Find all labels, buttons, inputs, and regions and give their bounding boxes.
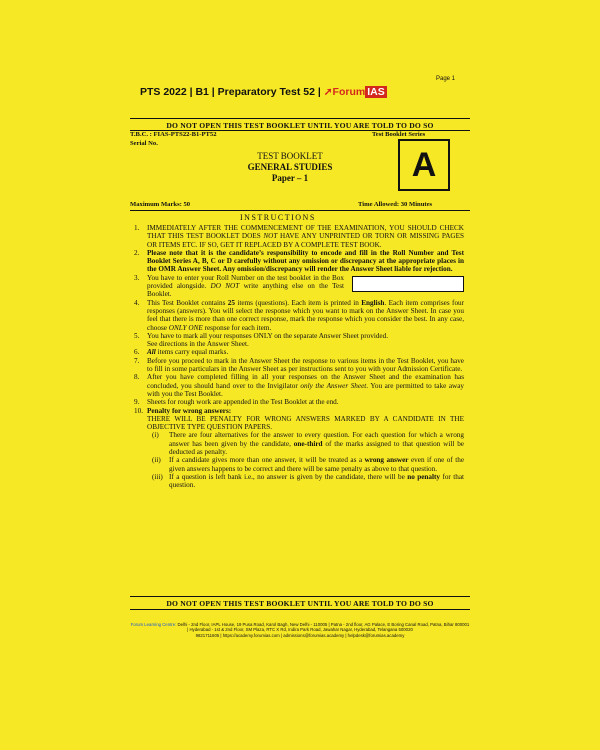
divider (130, 210, 470, 211)
instruction-item: 2. Please note that it is the candidate’s responsibility to encode and fill in the Roll Number and Test Booklet Series A, B, C or D carefully without any omission or discrepancy at the appropriate places in the OMR Answer Sheet. Any omission/discrepancy will render the Answer Sheet liable for rejection. (134, 248, 464, 274)
warning-top: DO NOT OPEN THIS TEST BOOKLET UNTIL YOU ARE TOLD TO DO SO (166, 121, 434, 130)
brand-name: Forum (332, 86, 366, 98)
divider (130, 596, 470, 597)
instruction-item: 5. You have to mark all your responses ONLY on the separate Answer Sheet provided. See directions in the Answer Sheet. (134, 331, 389, 349)
tbc-code: T.B.C. : FIAS-PTS22-B1-PT52 (130, 131, 217, 138)
series-letter-box: A (398, 139, 450, 191)
page-header (140, 86, 387, 98)
instruction-item: 6. All items carry equal marks. (134, 348, 229, 357)
instruction-item: 10. Penalty for wrong answers: THERE WILL BE PENALTY FOR WRONG ANSWERS MARKED BY A CANDIDATE IN THE OBJECTIVE TYPE QUESTION PAPERS. (134, 406, 464, 432)
header-title: PTS 2022 | B1 | Preparatory Test 52 | (140, 86, 321, 98)
series-label: Test Booklet Series (372, 131, 426, 138)
instruction-item: 4. This Test Booklet contains 25 items (questions). Each item is printed in English. Each item comprises four responses (answers). You will select the response which you want to mark on the Answer Sheet. In case you feel that there is more than one correct response, mark the response which you consider the best. In any case, choose ONLY ONE response for each item. (134, 298, 465, 332)
divider (130, 609, 470, 610)
instruction-item: 3. You have to enter your Roll Number on the test booklet in the Box provided alongside. DO NOT write anything else on the Test Booklet. (134, 274, 464, 299)
max-marks: Maximum Marks: 50 (130, 201, 191, 208)
time-allowed: Time Allowed: 30 Minutes (358, 201, 433, 208)
subject-title: GENERAL STUDIES (247, 162, 333, 172)
booklet-title: TEST BOOKLET (257, 151, 323, 161)
page-number: Page 1 (436, 76, 456, 82)
instruction-item: 7. Before you proceed to mark in the Answer Sheet the response to various items in the Test Booklet, you have to fill in some particulars in the Answer Sheet as per instructions sent to you with your Admission Certificate. (134, 356, 464, 374)
roll-number-box[interactable] (352, 276, 464, 292)
penalty-item: (iii) If a question is left bank i.e., no answer is given by the candidate, there will be no penalty for that question. (152, 472, 465, 490)
brand-box: IAS (367, 86, 385, 98)
instruction-item: 1. IMMEDIATELY AFTER THE COMMENCEMENT OF THE EXAMINATION, YOU SHOULD CHECK THAT THIS TEST BOOKLET DOES NOT HAVE ANY UNPRINTED OR TORN OR MISSING PAGES OR ITEMS ETC. IF SO, GET IT REPLACED BY A COMPLETE TEST BOOK. (134, 224, 465, 249)
footer-addresses: Delhi - 2nd Floor, IAPL House, 19 Pusa Road, Karol Bagh, New Delhi - 110005 | Patna - 2nd floor, AG Palace, E Boring Canal Road, Patna, Bihar 800001 | Hyderabad - 1st & 2nd Floor, SM Plaza, RTC X Rd, Indira Park Road, Jawahar Nagar, Hyderabad, Telangana 500020 (177, 622, 470, 633)
instructions-title: INSTRUCTIONS (240, 213, 316, 222)
warning-bottom: DO NOT OPEN THIS TEST BOOKLET UNTIL YOU ARE TOLD TO DO SO (166, 599, 434, 608)
instruction-item: 9. Sheets for rough work are appended in the Test Booklet at the end. (134, 398, 339, 407)
paper-title: Paper – 1 (271, 173, 309, 183)
footer-address (130, 622, 470, 638)
footer-lead: Forum Learning Centre: (130, 622, 177, 627)
forum-logo-arrow-icon: ➚ (323, 86, 333, 98)
divider (130, 118, 470, 119)
penalty-item: (ii) If a candidate gives more than one answer, it will be treated as a wrong answer even if one of the given answers happens to be correct and there will be same penalty as above to that question. (152, 456, 465, 473)
footer-contacts[interactable]: 9821711605 | https://academy.forumias.com | admissions@forumias.academy | helpdesk@forumias.academy (195, 632, 405, 638)
penalty-item: (i) There are four alternatives for the answer to every question. For each question for which a wrong answer has been given by the candidate, one-third of the marks assigned to that question will be deducted as penalty. (152, 431, 464, 457)
instructions-list (134, 224, 464, 490)
instruction-item: 8. After you have completed filling in all your responses on the Answer Sheet and the examination has concluded, you should hand over to the Invigilator only the Answer Sheet. You are permitted to take away with you the Test Booklet. (134, 373, 465, 398)
serial-number: Serial No. (130, 140, 158, 147)
